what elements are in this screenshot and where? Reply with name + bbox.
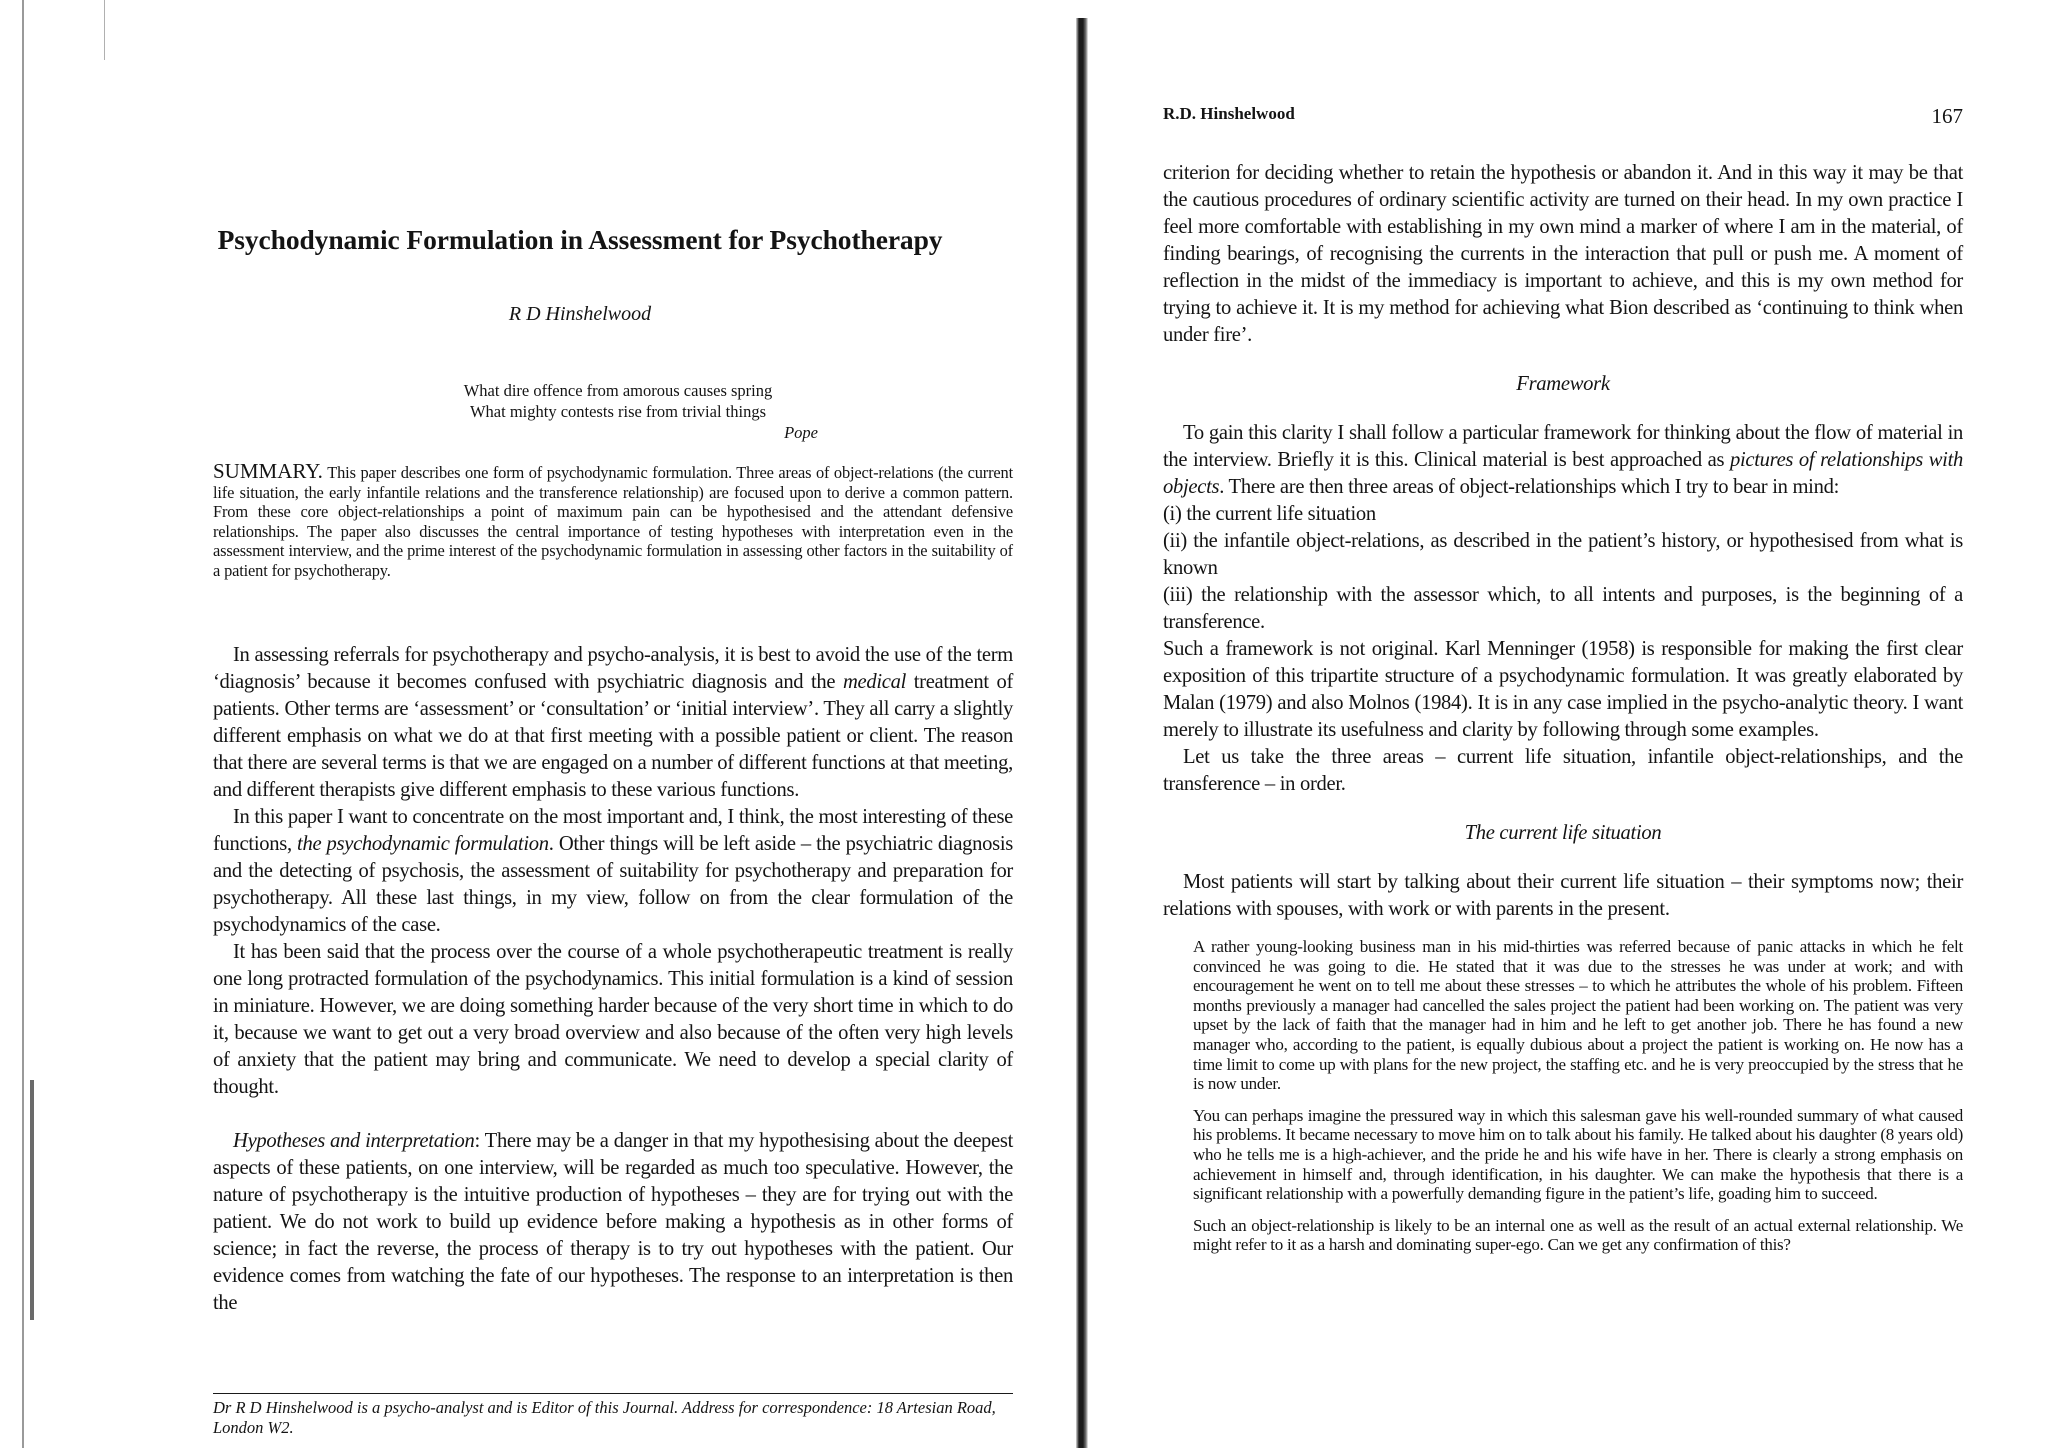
summary-label: SUMMARY.: [213, 459, 323, 483]
paragraph: [213, 1128, 1013, 1317]
running-head-author: R.D. Hinshelwood: [1163, 104, 1295, 123]
list-item: (ii) the infantile object-relations, as described in the patient’s history, or hypothesised from what is known: [1163, 530, 1963, 579]
case-vignette: [1193, 937, 1963, 1255]
page-number: 167: [1931, 104, 1963, 128]
emphasis-text: medical: [842, 671, 907, 693]
paragraph-text: In assessing referrals for psychotherapy and psycho-analysis, it is best to avoid the use of the term ‘diagnosis’ because it becomes confused with psychiatric diagnosis and the: [213, 644, 1013, 693]
case-paragraph: A rather young-looking business man in his mid-thirties was referred because of panic attacks in which he felt convinced he was going to die. He stated that it was due to the stresses he was under at work; and with encouragement he went on to tell me about these stresses – to which he attributes the whole of his problem. Fifteen months previously a manager had cancelled the sales project the patient had been working on. The patient was very upset by the lack of faith that the manager had in him and he left to get another job. There he has found a new manager who, according to the patient, is equally dubious about a project the patient is working on. He now has a time limit to come up with plans for the new project, the staffing etc. and he is very preoccupied by the stress that he is now under.: [1193, 937, 1963, 1094]
author-footnote: Dr R D Hinshelwood is a psycho-analyst and is Editor of this Journal. Address for correspondence: 18 Artesian Road, London W2.: [213, 1398, 996, 1437]
paragraph-text: : There may be a danger in that my hypothesising about the deepest aspects of these patients, on one interview, will be regarded as much too speculative. However, the nature of psychotherapy is the intuitive production of hypotheses – they are for trying out with the patient. We do not work to build up evidence before making a hypothesis as in other forms of science; in fact the reverse, the process of therapy is to try out hypotheses with the patient. Our evidence comes from watching the fate of our hypotheses. The response to an interpretation is then the: [213, 1130, 1014, 1314]
paragraph-text: . There are then three areas of object-relationships which I try to bear in mind:: [1219, 476, 1840, 498]
paragraph-text: In this paper I want to concentrate on the most important and, I think, the most interesting of these functions,: [213, 806, 1013, 855]
paragraph: [213, 804, 1013, 939]
list-item: (i) the current life situation: [1163, 503, 1376, 525]
paragraph: criterion for deciding whether to retain the hypothesis or abandon it. And in this way it may be that the cautious procedures of ordinary scientific activity are turned on their head. In my own practice I feel more comfortable with establishing in my own mind a marker of where I am in the material, of finding bearings, of recognising the currents in the interaction that pull or push me. A moment of reflection in the midst of the immediacy is important to achieve, and this is my own method for trying to achieve it. It is my method for achieving what Bion described as ‘continuing to think when under fire’.: [1163, 162, 1963, 346]
footnote-rule: [213, 1393, 1013, 1394]
case-paragraph: Such an object-relationship is likely to be an internal one as well as the result of an actual external relationship. We might refer to it as a harsh and dominating super-ego. Can we get any confirmation of this?: [1193, 1215, 1963, 1255]
case-paragraph: You can perhaps imagine the pressured way in which this salesman gave his well-rounded summary of what caused his problems. It became necessary to move him on to talk about his family. He talked about his daughter (8 years old) who he tells me is a high-achiever, and the pride he and his wife have in her. There is clearly a strong emphasis on achievement in himself and, through identification, in his daughter. We can make the hypothesis that there is a significant relationship with a powerfully demanding figure in the patient’s life, goading him to succeed.: [1193, 1105, 1963, 1204]
epigraph-line: What dire offence from amorous causes spring: [463, 381, 773, 400]
paragraph: [1163, 420, 1963, 501]
summary-text: This paper describes one form of psychodynamic formulation. Three areas of object-relations (the current life situation, the early infantile relations and the transference relationship) are focused upon to derive a common pattern. From these core object-relationships a point of maximum pain can be hypothesised and the attendant defensive relationships. The paper also discusses the central importance of testing hypotheses with interpretation even in the assessment interview, and the prime interest of the psychodynamic formulation in assessing other factors in the suitability of a patient for psychotherapy.: [213, 463, 1013, 580]
list-item: (iii) the relationship with the assessor which, to all intents and purposes, is the beginning of a transference.: [1163, 584, 1963, 633]
left-body-text: [213, 642, 1013, 1317]
epigraph: [418, 380, 818, 443]
paragraph: Most patients will start by talking about their current life situation – their symptoms now; their relations with spouses, with work or with parents in the present.: [1163, 871, 1963, 920]
epigraph-source: Pope: [784, 423, 818, 442]
epigraph-line: What mighty contests rise from trivial things: [469, 402, 767, 421]
page-gutter: [1076, 18, 1088, 1448]
article-title: Psychodynamic Formulation in Assessment for Psychotherapy: [217, 224, 943, 255]
paragraph: Such a framework is not original. Karl Menninger (1958) is responsible for making the first clear exposition of this tripartite structure of a psychodynamic formulation. It was greatly elaborated by Malan (1979) and also Molnos (1984). It is in any case implied in the psycho-analytic theory. I want merely to illustrate its usefulness and clarity by following through some examples.: [1163, 638, 1963, 741]
paragraph-text: To gain this clarity I shall follow a particular framework for thinking about the flow of material in the interview. Briefly it is this. Clinical material is best approached as: [1163, 422, 1963, 471]
paragraph: It has been said that the process over the course of a whole psychotherapeutic treatment is really one long protracted formulation of the psychodynamics. This initial formulation is a kind of session in miniature. However, we are doing something harder because of the very short time in which to do it, because we want to get out a very broad overview and also because of the often very high levels of anxiety that the patient may bring and communicate. We need to develop a special clarity of thought.: [213, 941, 1013, 1098]
section-run-in-heading: Hypotheses and interpretation: [233, 1130, 475, 1152]
section-heading-framework: Framework: [1516, 373, 1610, 395]
paragraph-text: . Other things will be left aside – the psychiatric diagnosis and the detecting of psychosis, the assessment of suitability for psychotherapy and preparation for psychotherapy. All these last things, in my view, follow on from the clear formulation of the psychodynamics of the case.: [213, 833, 1014, 936]
emphasis-text: the psychodynamic formulation: [297, 833, 549, 855]
paragraph-text: treatment of patients. Other terms are ‘assessment’ or ‘consultation’ or ‘initial interview’. They all carry a slightly different emphasis on what we do at that first meeting with a possible patient or client. The reason that there are several terms is that we are engaged on a number of different functions at that meeting, and different therapists give different emphasis to these various functions.: [213, 671, 1014, 801]
article-author: R D Hinshelwood: [508, 303, 652, 325]
paragraph: [213, 642, 1013, 804]
paragraph: Let us take the three areas – current life situation, infantile object-relationships, and the transference – in order.: [1163, 746, 1963, 795]
summary-abstract: [213, 459, 1013, 580]
emphasis-text: pictures of relationships with objects: [1163, 449, 1964, 498]
section-heading-current-life: The current life situation: [1464, 822, 1662, 844]
right-body-text: [1163, 160, 1963, 1255]
